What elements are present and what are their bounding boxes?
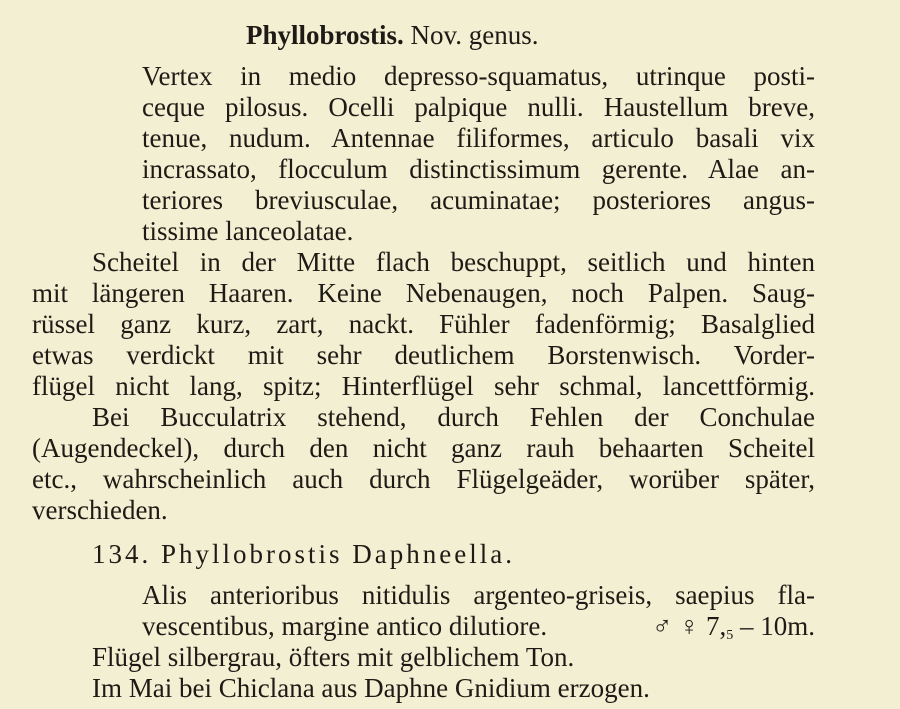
latin-line: incrassato, flocculum distinctissimum gerente. Alae an- <box>142 154 815 184</box>
latin-line: tenue, nudum. Antennae filiformes, articulo basali vix <box>142 123 815 153</box>
size-rest: – 10m. <box>739 611 815 641</box>
species-german-line: Flügel silbergrau, öfters mit gelblichem Ton. <box>92 642 575 672</box>
species-german-line: Im Mai bei Chiclana aus Daphne Gnidium erzogen. <box>92 673 650 703</box>
german-line: Scheitel in der Mitte flach beschuppt, seitlich und hinten <box>92 247 815 277</box>
comparison-line: (Augendeckel), durch den nicht ganz rauh behaarten Scheitel <box>32 433 815 463</box>
comparison-line: etc., wahrscheinlich auch durch Flügelgeäder, worüber später, <box>32 464 815 494</box>
comparison-line: verschieden. <box>32 495 168 525</box>
size-sub: 5 <box>726 628 734 643</box>
latin-line: ceque pilosus. Ocelli palpique nulli. Haustellum breve, <box>142 92 815 122</box>
sex-symbols: ♂ ♀ <box>651 611 700 641</box>
german-line: rüssel ganz kurz, zart, nackt. Fühler fadenförmig; Basalglied <box>32 309 815 339</box>
genus-note: Nov. genus. <box>410 20 539 50</box>
size-range <box>652 611 815 651</box>
latin-line: tissime lanceolatae. <box>142 216 354 246</box>
latin-line: teriores breviusculae, acuminatae; posteriores angus- <box>142 185 815 215</box>
latin-line: Vertex in medio depresso-squamatus, utrinque posti- <box>142 61 815 91</box>
species-heading: 134. Phyllobrostis Daphneella. <box>92 539 515 569</box>
german-line: flügel nicht lang, spitz; Hinterflügel sehr schmal, lancettförmig. <box>32 371 815 401</box>
comparison-line: Bei Bucculatrix stehend, durch Fehlen der Conchulae <box>92 402 815 432</box>
german-line: mit längeren Haaren. Keine Nebenaugen, noch Palpen. Saug- <box>32 278 815 308</box>
species-latin-line: Alis anterioribus nitidulis argenteo-griseis, saepius fla- <box>142 580 815 610</box>
genus-name: Phyllobrostis. <box>246 20 404 50</box>
size-main: 7, <box>705 611 727 641</box>
german-line: etwas verdickt mit sehr deutlichem Borstenwisch. Vorder- <box>32 340 815 370</box>
species-latin-text: vescentibus, margine antico dilutiore. <box>142 611 548 641</box>
species-latin-line <box>142 611 815 642</box>
genus-title <box>246 20 539 51</box>
